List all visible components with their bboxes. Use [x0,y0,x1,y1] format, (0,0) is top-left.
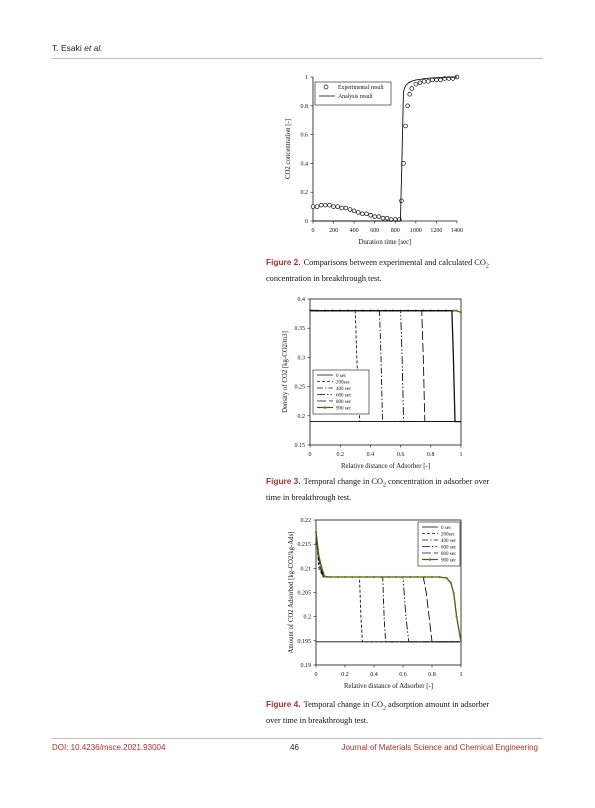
data-point-experimental [406,104,410,108]
y-tick-label: 0.21 [300,566,311,573]
legend-label: 900 sec [441,558,457,564]
data-point-experimental [422,79,426,83]
figure-2-caption [266,256,494,286]
y-tick-label: 0.215 [297,542,311,549]
footer-doi: DOI: 10.4236/msce.2021.93004 [52,743,166,752]
y-tick-label: 0.4 [297,297,305,303]
series-marker [450,582,452,584]
data-point-experimental [369,213,373,217]
figure-4-caption-text-end: adsorption amount in adsorber over time in breakthrough test. [266,700,490,726]
series-marker [337,576,339,578]
data-point-experimental [315,205,319,209]
x-tick-label: 1400 [451,228,463,234]
legend-label: 800 sec [336,400,352,405]
figure-3-caption-text-end: concentration in adsorber over time in breakthrough test. [266,477,490,503]
y-tick-label: 0.3 [297,355,305,362]
y-tick-label: 0.22 [300,518,311,524]
legend-label: Experimental result [338,85,384,91]
series-marker [395,576,397,578]
data-point-experimental [340,206,344,210]
figure-4-chart [0,510,595,700]
series-marker [452,309,454,311]
series-marker [445,577,447,579]
data-point-experimental [348,208,352,212]
y-tick-label: 0.35 [294,326,305,333]
x-tick-label: 0.2 [336,452,344,458]
figure-3-chart [0,290,595,470]
figure-3-caption-text: Temporal change in CO [303,477,383,486]
figure-2-label: Figure 2. [266,257,301,267]
data-point-experimental [385,216,389,220]
y-tick-label: 0.8 [300,103,308,110]
figure-2-chart [0,0,595,255]
legend-label: 600 sec [336,393,352,399]
series-marker [455,309,457,311]
data-point-experimental [323,203,327,207]
figure-2-caption-sub: 2 [485,263,489,270]
x-tick-label: 0 [311,228,315,234]
y-tick-label: 0.2 [303,614,311,621]
figure-4-label: Figure 4. [266,699,301,709]
x-tick-label: 0.4 [366,452,375,458]
x-tick-label: 1000 [409,228,422,234]
y-tick-label: 0.4 [300,161,308,168]
series-marker [409,576,411,578]
y-axis-label: Amount of CO2 Adsorbed [kg-CO2/kg-Ads] [288,531,295,654]
series-marker [344,576,346,578]
x-tick-label: 1200 [430,228,443,234]
legend-label: Analysis result [338,94,373,100]
series-marker [402,576,404,578]
data-point-experimental [426,79,430,83]
y-tick-label: 0.25 [294,384,305,391]
legend-label: 800 sec [441,552,457,557]
data-point-experimental [435,78,439,82]
series-marker [351,576,353,578]
data-point-experimental [373,215,377,219]
data-point-experimental [319,203,323,207]
y-tick-label: 0.6 [300,132,308,139]
series-marker [387,576,389,578]
x-tick-label: 0.4 [370,672,378,678]
data-point-experimental [332,205,336,209]
series-marker [324,575,326,577]
legend-label: 200sec [441,532,455,538]
x-axis-label: Relative distance of Adsorber [-] [343,683,434,690]
series-marker [460,641,462,643]
legend-label: 600 sec [441,545,457,551]
y-tick-label: 1 [305,75,308,81]
series-marker [321,567,323,569]
y-tick-label: 0.205 [297,590,311,597]
x-tick-label: 0.6 [396,452,405,458]
legend-label: 400 sec [441,539,457,544]
data-point-experimental [430,78,434,82]
series-marker [315,531,317,533]
x-tick-label: 1 [459,452,463,458]
legend-marker [429,558,432,561]
series-marker [373,576,375,578]
series-marker [318,555,320,557]
data-point-experimental [311,205,315,209]
data-point-experimental [418,81,422,85]
data-point-experimental [439,78,443,82]
figure-3-caption-sub: 2 [382,482,386,489]
series-marker [431,576,433,578]
x-axis-label: Relative distance of Adsorber [-] [340,463,431,470]
figure-4-caption [266,698,494,728]
footer-rule [52,738,543,739]
data-point-experimental [381,216,385,220]
series-marker [329,576,331,578]
series-marker [366,576,368,578]
series-marker [460,311,462,313]
series-marker [424,576,426,578]
y-tick-label: 0.19 [300,663,311,669]
footer-page-number: 46 [290,743,299,752]
y-tick-label: 0.2 [300,190,308,197]
data-point-experimental [365,212,369,216]
y-tick-label: 0.15 [294,443,305,449]
y-tick-label: 0.2 [297,413,305,420]
x-tick-label: 800 [390,228,400,234]
x-tick-label: 0 [314,672,318,678]
x-tick-label: 0.8 [427,452,435,458]
header-etal: et al. [84,43,103,53]
figure-2-caption-text-end: concentration in breakthrough test. [266,274,382,284]
data-point-experimental [356,210,360,214]
series-marker [380,576,382,578]
y-axis-label: CO2 concentration [-] [285,118,292,180]
series-marker [438,576,440,578]
data-point-experimental [414,82,418,86]
y-axis-label: Density of CO2 [kg-CO2/m3] [282,331,289,413]
series-marker [455,615,457,617]
x-tick-label: 1 [459,672,463,678]
data-point-experimental [344,206,348,210]
figure-4-caption-text: Temporal change in CO [303,700,383,709]
x-tick-label: 0 [308,452,312,458]
data-point-experimental [360,212,364,216]
data-point-experimental [336,205,340,209]
data-point-experimental [410,87,414,91]
x-axis-label: Duration time [sec] [358,239,412,246]
legend-marker [324,406,327,409]
series-marker [416,576,418,578]
y-tick-label: 0.195 [297,638,311,645]
footer-journal: Journal of Materials Science and Chemical Engineering [341,743,538,752]
data-point-experimental [377,215,381,219]
x-tick-label: 0.6 [399,672,407,678]
header-authors: T. Esaki [52,43,82,53]
data-point-experimental [400,199,404,203]
figure-2-caption-text: Comparisons between experimental and calculated CO [303,258,486,267]
x-tick-label: 200 [329,228,339,234]
legend-label: 200sec [336,380,350,386]
legend-label: 400 sec [336,387,352,392]
figure-3-caption [266,475,494,505]
legend-label: 0 sec [336,374,347,379]
data-point-experimental [408,92,412,96]
legend-label: 900 sec [336,406,352,412]
x-tick-label: 400 [349,228,359,234]
x-tick-label: 600 [370,228,380,234]
legend-label: 0 sec [441,526,452,531]
figure-4-caption-sub: 2 [382,705,386,712]
series-marker [358,576,360,578]
data-point-experimental [328,203,332,207]
legend-swatch [324,85,328,89]
data-point-experimental [352,209,356,213]
series-marker [453,592,455,594]
data-point-experimental [404,124,408,128]
y-tick-label: 0 [305,219,308,225]
figure-3-label: Figure 3. [266,476,301,486]
x-tick-label: 0.8 [428,672,436,678]
x-tick-label: 0.2 [341,672,349,678]
